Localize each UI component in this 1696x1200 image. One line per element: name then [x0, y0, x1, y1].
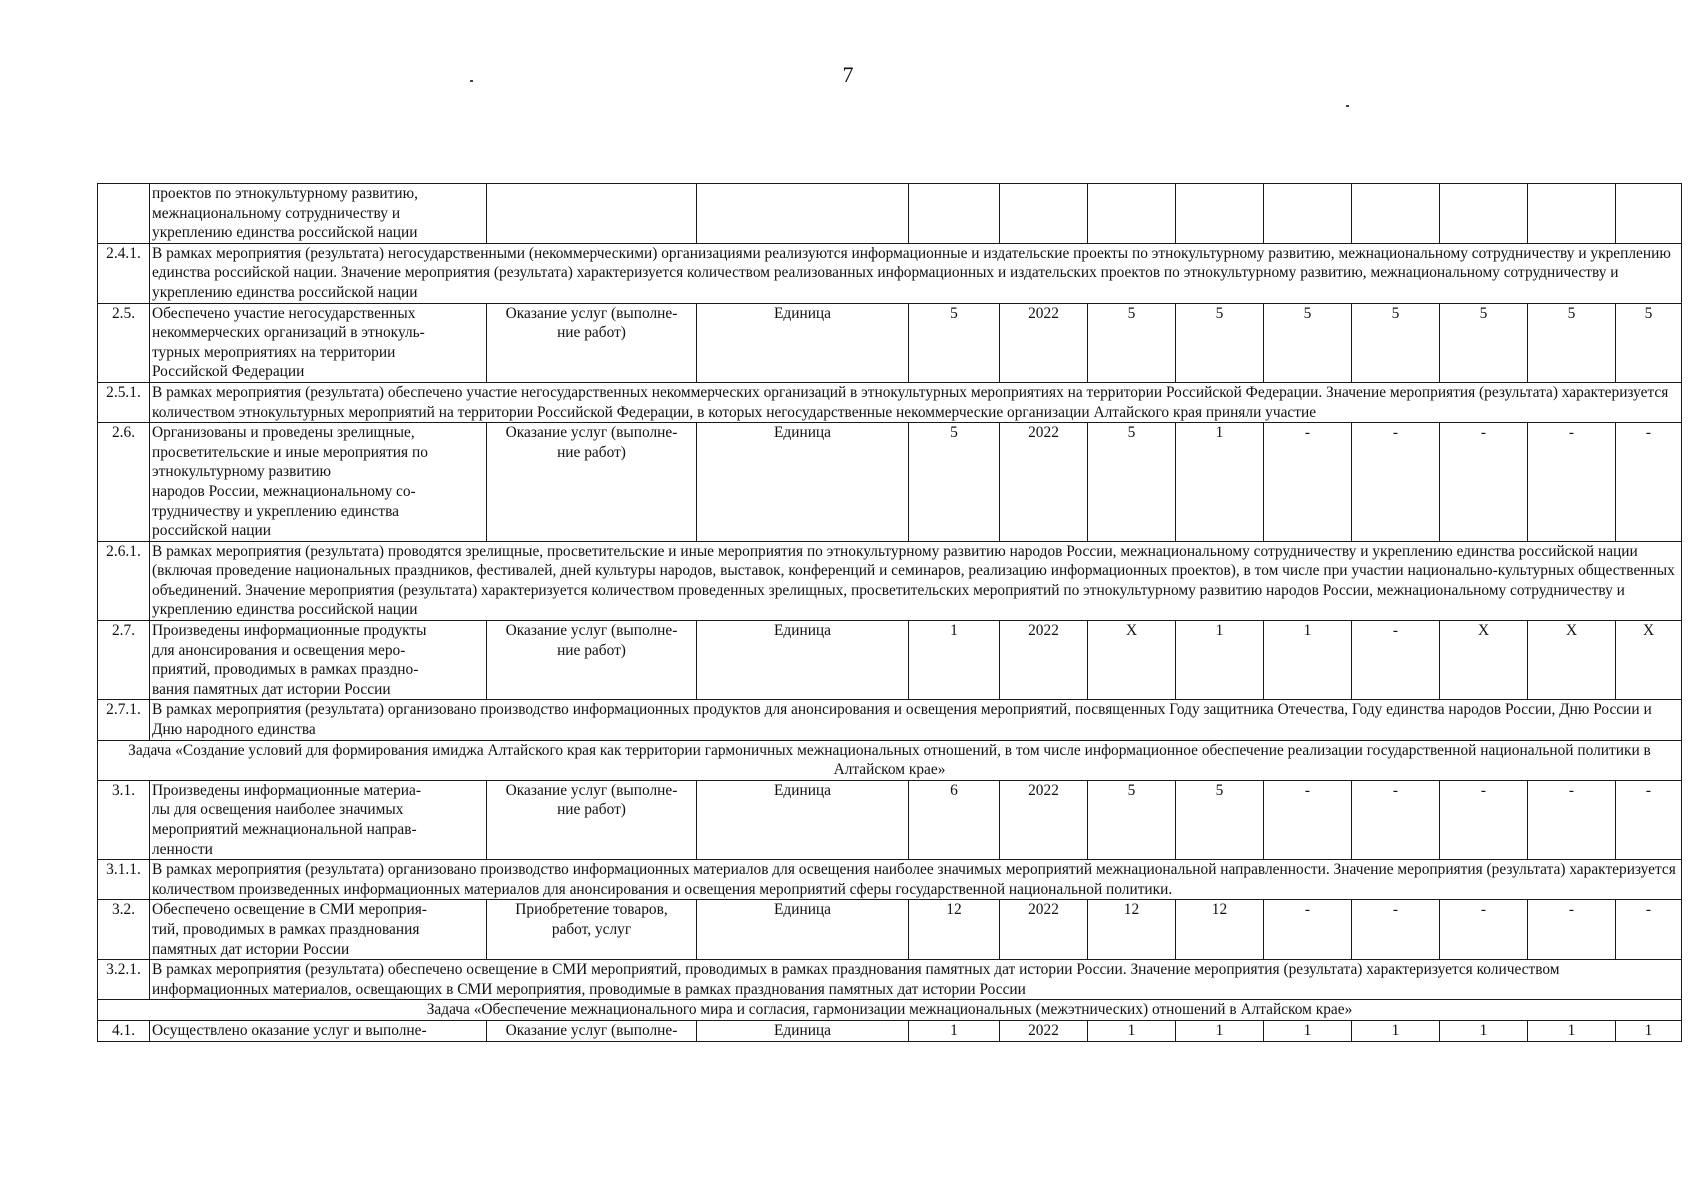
result-row	[98, 303, 1682, 382]
row-number	[98, 184, 150, 244]
cell-unit: Единица	[697, 900, 909, 960]
note-text: В рамках мероприятия (результата) организовано производство информационных материалов для освещения наиболее значимых мероприятий межнациональной направленности. Значение мероприятия (результата) характеризуется количеством произведенных информационных материалов для анонсирования и освещения мероприятий сферы государственной национальной политики.	[150, 860, 1682, 900]
result-name-line: Обеспечено участие негосударственных	[152, 304, 416, 322]
year-value: 5	[1616, 303, 1682, 382]
year-value: -	[1352, 423, 1440, 542]
result-name-line: некоммерческих организаций в этнокуль-	[152, 324, 425, 342]
year-value: -	[1264, 900, 1352, 960]
result-name	[150, 423, 487, 542]
cell-unit: Единица	[697, 1020, 909, 1041]
result-row	[98, 900, 1682, 960]
result-type-line: Оказание услуг (выполне-	[505, 424, 678, 442]
row-number: 3.2.1.	[98, 960, 150, 1000]
result-name-line: лы для освещения наиболее значимых	[152, 801, 404, 819]
result-type-line: ние работ)	[557, 443, 626, 461]
result-name	[150, 184, 487, 244]
task-row	[98, 1000, 1682, 1021]
result-row	[98, 780, 1682, 859]
year-value: -	[1528, 900, 1616, 960]
cell-base-year: 2022	[1000, 780, 1088, 859]
year-value	[1352, 184, 1440, 244]
cell-base-year: 2022	[1000, 1020, 1088, 1041]
task-heading: Задача «Обеспечение межнационального мира и согласия, гармонизации межнациональных (межэтнических) отношений в Алтайском крае»	[98, 1000, 1682, 1021]
year-value: X	[1088, 621, 1176, 700]
result-name	[150, 303, 487, 382]
note-text: В рамках мероприятия (результата) организовано производство информационных продуктов для анонсирования и освещения мероприятий, посвященных Году защитника Отечества, Году единства народов России, Дню России и Дню народного единства	[150, 700, 1682, 740]
year-value: 12	[1088, 900, 1176, 960]
year-value: -	[1528, 780, 1616, 859]
result-type	[487, 1020, 697, 1041]
row-number: 2.6.	[98, 423, 150, 542]
cell-base-year: 2022	[1000, 900, 1088, 960]
result-name	[150, 780, 487, 859]
result-type-line: Оказание услуг (выполне-	[505, 304, 678, 322]
result-name-line: турных мероприятиях на территории	[152, 343, 396, 361]
year-value: 1	[1264, 1020, 1352, 1041]
year-value: 5	[1088, 423, 1176, 542]
cell-base-year: 2022	[1000, 621, 1088, 700]
cell-base-value: 1	[909, 621, 1000, 700]
row-number: 2.6.1.	[98, 541, 150, 620]
note-row	[98, 541, 1682, 620]
result-name-line: Произведены информационные продукты	[152, 622, 427, 640]
scan-speck	[470, 80, 473, 82]
result-type	[487, 780, 697, 859]
year-value: 5	[1440, 303, 1528, 382]
result-type	[487, 303, 697, 382]
year-value: 5	[1352, 303, 1440, 382]
year-value: -	[1264, 423, 1352, 542]
year-value	[1264, 184, 1352, 244]
year-value	[1528, 184, 1616, 244]
result-row	[98, 423, 1682, 542]
result-name-line: приятий, проводимых в рамках праздно-	[152, 661, 419, 679]
cell-base-value	[909, 184, 1000, 244]
result-name-line: памятных дат истории России	[152, 940, 350, 958]
cell-base-year: 2022	[1000, 303, 1088, 382]
result-name	[150, 621, 487, 700]
year-value: -	[1264, 780, 1352, 859]
cell-base-value: 1	[909, 1020, 1000, 1041]
task-row	[98, 740, 1682, 780]
result-row	[98, 1020, 1682, 1041]
year-value: 5	[1264, 303, 1352, 382]
cell-unit: Единица	[697, 423, 909, 542]
year-value	[1176, 184, 1264, 244]
cell-unit	[697, 184, 909, 244]
result-name	[150, 1020, 487, 1041]
year-value	[1088, 184, 1176, 244]
note-row	[98, 860, 1682, 900]
year-value: 5	[1176, 780, 1264, 859]
year-value: X	[1616, 621, 1682, 700]
year-value: 1	[1176, 423, 1264, 542]
note-text: В рамках мероприятия (результата) обеспечено участие негосударственных некоммерческих организаций в этнокультурных мероприятиях на территории Российской Федерации. Значение мероприятия (результата) характеризуется количеством этнокультурных мероприятий на территории Российской Федерации, в которых негосударственные некоммерческие организации Алтайского края приняли участие	[150, 382, 1682, 422]
scan-speck	[1346, 105, 1349, 107]
year-value: 1	[1088, 1020, 1176, 1041]
year-value: 5	[1088, 780, 1176, 859]
page-number: 7	[842, 62, 854, 87]
year-value: 1	[1440, 1020, 1528, 1041]
year-value: 1	[1264, 621, 1352, 700]
note-row	[98, 382, 1682, 422]
year-value: -	[1440, 423, 1528, 542]
result-type-line: работ, услуг	[551, 920, 632, 938]
row-number: 4.1.	[98, 1020, 150, 1041]
year-value	[1440, 184, 1528, 244]
result-row	[98, 184, 1682, 244]
year-value: 5	[1176, 303, 1264, 382]
cell-unit: Единица	[697, 780, 909, 859]
result-name-line: Произведены информационные материа-	[152, 781, 421, 799]
year-value: -	[1352, 621, 1440, 700]
year-value: X	[1440, 621, 1528, 700]
row-number: 2.7.1.	[98, 700, 150, 740]
year-value: -	[1440, 780, 1528, 859]
cell-unit: Единица	[697, 303, 909, 382]
result-name-line: межнациональному сотрудничеству и	[152, 204, 401, 222]
result-type	[487, 900, 697, 960]
result-name-line: трудничеству и укреплению единства	[152, 502, 399, 520]
result-name-line: тий, проводимых в рамках празднования	[152, 920, 420, 938]
year-value: 12	[1176, 900, 1264, 960]
year-value: -	[1616, 780, 1682, 859]
result-type-line: ние работ)	[557, 801, 626, 819]
note-row	[98, 243, 1682, 303]
note-text: В рамках мероприятия (результата) обеспечено освещение в СМИ мероприятий, проводимых в рамках празднования памятных дат истории России. Значение мероприятия (результата) характеризуется количеством информационных материалов, освещающих в СМИ мероприятия, проводимые в рамках празднования памятных дат истории России	[150, 960, 1682, 1000]
result-type	[487, 423, 697, 542]
result-type-line: Оказание услуг (выполне-	[505, 1021, 678, 1039]
result-name-line: Организованы и проведены зрелищные,	[152, 424, 415, 442]
row-number: 3.1.	[98, 780, 150, 859]
result-name-line: мероприятий межнациональной направ-	[152, 821, 417, 838]
row-number: 2.4.1.	[98, 243, 150, 303]
row-number: 2.5.1.	[98, 382, 150, 422]
result-name-line: Российской Федерации	[152, 363, 305, 381]
year-value: -	[1616, 423, 1682, 542]
row-number: 3.2.	[98, 900, 150, 960]
row-number: 2.7.	[98, 621, 150, 700]
year-value: 5	[1528, 303, 1616, 382]
result-name-line: укреплению единства российской нации	[152, 224, 418, 242]
result-name-line: проектов по этнокультурному развитию,	[152, 185, 418, 202]
result-name-line: Обеспечено освещение в СМИ мероприя-	[152, 901, 427, 919]
results-table	[97, 183, 1682, 1042]
task-heading: Задача «Создание условий для формирования имиджа Алтайского края как территории гармоничных межнациональных отношений, в том числе информационное обеспечение реализации государственной национальной политики в Алтайском крае»	[98, 740, 1682, 780]
result-row	[98, 621, 1682, 700]
result-type-line: Оказание услуг (выполне-	[505, 622, 678, 640]
result-type	[487, 621, 697, 700]
note-text: В рамках мероприятия (результата) негосударственными (некоммерческими) организациями реализуются информационные и издательские проекты по этнокультурному развитию, межнациональному сотрудничеству и укреплению единства российской нации. Значение мероприятия (результата) характеризуется количеством реализованных информационных и издательских проектов по этнокультурному развитию, межнациональному сотрудничеству и укреплению единства российской нации	[150, 243, 1682, 303]
result-name-line: просветительские и иные мероприятия по	[152, 443, 428, 461]
year-value: -	[1352, 780, 1440, 859]
note-row	[98, 960, 1682, 1000]
result-name-line: народов России, межнациональному со-	[152, 482, 416, 500]
result-name	[150, 900, 487, 960]
cell-base-value: 6	[909, 780, 1000, 859]
year-value: 1	[1352, 1020, 1440, 1041]
cell-unit: Единица	[697, 621, 909, 700]
result-name-line: этнокультурному развитию	[152, 463, 332, 481]
year-value: -	[1352, 900, 1440, 960]
note-row	[98, 700, 1682, 740]
note-text: В рамках мероприятия (результата) проводятся зрелищные, просветительские и иные мероприятия по этнокультурному развитию народов России, межнациональному сотрудничеству и укреплению единства российской нации (включая проведение национальных праздников, фестивалей, дней культуры народов, выставок, конференций и семинаров, реализацию информационных проектов), в том числе при участии национально-культурных общественных объединений. Значение мероприятия (результата) характеризуется количеством проведенных зрелищных, просветительских мероприятий по этнокультурному развитию народов России, межнациональному сотрудничеству и укреплению единства российской нации	[150, 541, 1682, 620]
result-name-line: вания памятных дат истории России	[152, 680, 391, 698]
result-name-line: российской нации	[152, 522, 271, 540]
year-value: -	[1528, 423, 1616, 542]
year-value	[1616, 184, 1682, 244]
year-value: X	[1528, 621, 1616, 700]
year-value: 1	[1176, 1020, 1264, 1041]
year-value: 1	[1528, 1020, 1616, 1041]
cell-base-year	[1000, 184, 1088, 244]
year-value: 1	[1176, 621, 1264, 700]
result-type-line: ние работ)	[557, 324, 626, 342]
result-name-line: ленности	[152, 840, 213, 858]
result-name-line: для анонсирования и освещения меро-	[152, 641, 406, 659]
cell-base-value: 12	[909, 900, 1000, 960]
result-type-line: ние работ)	[557, 641, 626, 659]
cell-base-year: 2022	[1000, 423, 1088, 542]
year-value: -	[1616, 900, 1682, 960]
row-number: 3.1.1.	[98, 860, 150, 900]
result-type-line: Оказание услуг (выполне-	[505, 781, 678, 799]
result-name-line: Осуществлено оказание услуг и выполне-	[152, 1021, 427, 1039]
result-type-line: Приобретение товаров,	[515, 901, 668, 919]
row-number: 2.5.	[98, 303, 150, 382]
cell-base-value: 5	[909, 303, 1000, 382]
cell-base-value: 5	[909, 423, 1000, 542]
result-type	[487, 184, 697, 244]
year-value: 1	[1616, 1020, 1682, 1041]
year-value: -	[1440, 900, 1528, 960]
year-value: 5	[1088, 303, 1176, 382]
